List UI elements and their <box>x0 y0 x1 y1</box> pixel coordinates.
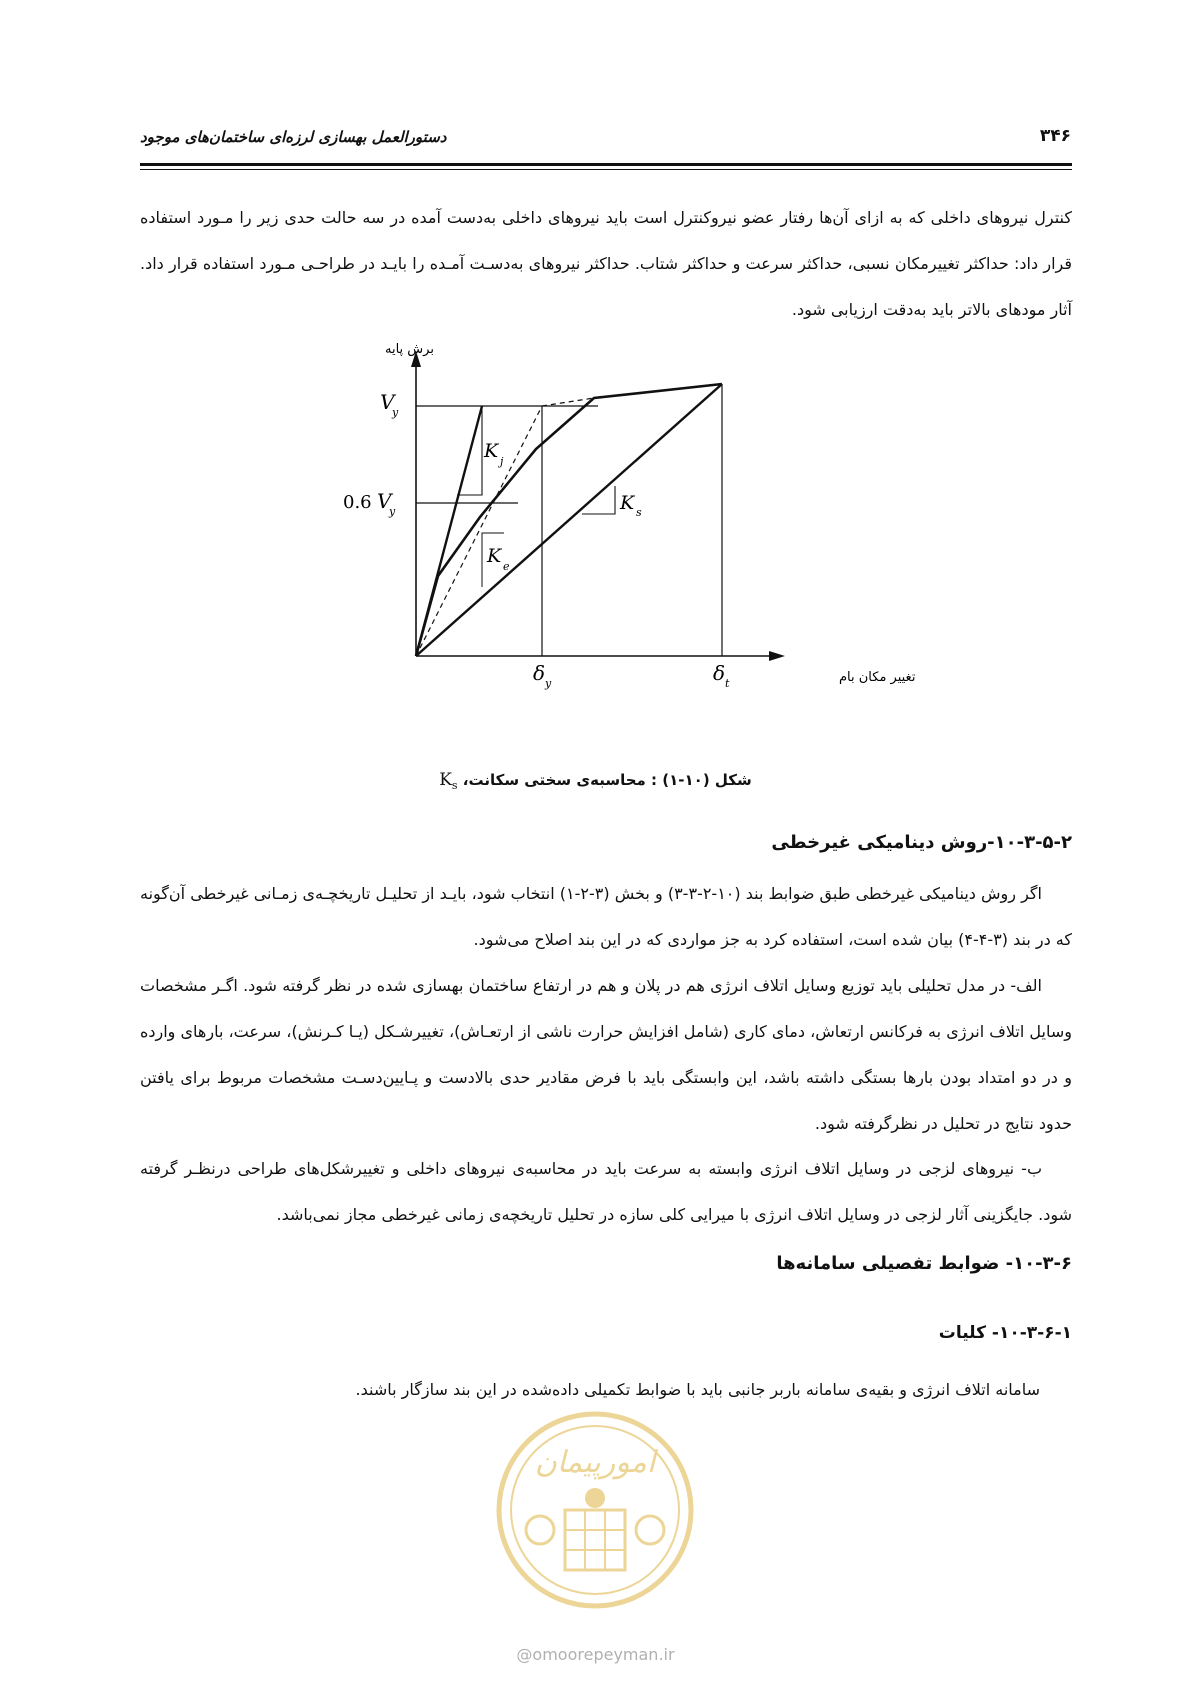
vy-label: V <box>380 390 395 414</box>
section-1-paragraph-1: اگر روش دینامیکی غیرخطی طبق ضوابط بند (۱۰-۲-۳-۳) و بخش (۳-۲-۱) انتخاب شود، بایـد از تحلیـل تاریخچـه‌ی زمـانی غیرخطی آن‌گونه که در بند (۳-۴-۴) بیان شده است، استفاده کرد به جز مواردی که در این بند اصلاح می‌شود. <box>140 884 1072 949</box>
caption-ks-sub: s <box>451 779 458 792</box>
delta-y-subscript: y <box>545 677 552 690</box>
vy-subscript: y <box>392 406 399 419</box>
section-1-paragraph-3: ب- نیروهای لزجی در وسایل اتلاف انرژی وابسته به سرعت باید در محاسبه‌ی نیروهای داخلی و تغییرشکل‌های طراحی درنظـر گرفته شود. جایگزینی آثار لزجی در وسایل اتلاف انرژی با میرایی کلی سازه در تحلیل تاریخچه‌ی زمانی غیرخطی مجاز نمی‌باشد. <box>140 1159 1072 1224</box>
delta-t-subscript: t <box>725 677 730 690</box>
kj-label: K <box>484 440 499 462</box>
watermark-logo <box>495 1410 695 1610</box>
ks-label: K <box>620 492 635 514</box>
watermark-logo-text: امورپیمان <box>534 1445 656 1480</box>
ks-triangle <box>582 486 615 514</box>
vy06-prefix: 0.6 <box>343 492 372 513</box>
x-axis-label: تغییر مکان بام <box>839 670 916 685</box>
page-number: ۳۴۶ <box>1039 126 1071 146</box>
secant-stiffness-figure <box>330 342 916 715</box>
at-icon: @ <box>516 1645 533 1664</box>
header-rule-thin <box>140 169 1072 170</box>
section-1-paragraph-2: الف- در مدل تحلیلی باید توزیع وسایل اتلاف انرژی هم در پلان و هم در ارتفاع ساختمان بهسازی شده در نظر گرفته شود. اگـر مشخصات وسایل اتلاف انرژی به فرکانس ارتعاش، دمای کاری (شامل افزایش حرارت ناشی از ارتعـاش)، تغییرشـکل (یـا کـرنش)، سرعت، بارهای وارده و در دو امتداد بودن بارها بستگی داشته باشد، این وابستگی باید با فرض مقادیر حدی بالادست و پـایین‌دسـت مشخصات مربوط برای یافتن حدود نتایج در تحلیل در نظرگرفته شود. <box>140 976 1072 1133</box>
section-3-paragraph-1: سامانه اتلاف انرژی و بقیه‌ی سامانه باربر جانبی باید با ضوابط تکمیلی داده‌شده در این بند سازگار باشند. <box>355 1380 1040 1399</box>
kj-line <box>416 406 482 656</box>
section-heading-detailed-requirements: ۱۰-۳-۶- ضوابط تفصیلی سامانه‌ها <box>776 1253 1072 1274</box>
vy06-subscript: y <box>389 505 396 518</box>
watermark-url: @omoorepeyman.ir <box>516 1645 675 1664</box>
header-rule-thick <box>140 163 1072 166</box>
kj-subscript: j <box>500 455 504 468</box>
x-axis-arrow <box>769 651 785 661</box>
caption-text: شکل (۱۰-۱) : محاسبه‌ی سختی سکانت، <box>457 771 752 789</box>
running-header-title: دستورالعمل بهسازی لرزه‌ای ساختمان‌های موجود <box>140 128 447 146</box>
vy06-label: V <box>377 489 392 513</box>
ke-subscript: e <box>503 560 510 573</box>
y-axis-label: برش پایه <box>385 342 434 357</box>
figure-caption <box>0 770 1191 792</box>
caption-ks: K <box>439 770 452 790</box>
delta-t-label: δ <box>713 661 726 685</box>
section-heading-general: ۱۰-۳-۶-۱- کلیات <box>938 1323 1072 1343</box>
ks-subscript: s <box>636 506 642 519</box>
ks-line <box>416 384 722 656</box>
section-heading-nonlinear-dynamic: ۱۰-۳-۵-۲-روش دینامیکی غیرخطی <box>771 832 1072 853</box>
ke-dashed-line <box>416 406 542 656</box>
intro-paragraph: کنترل نیروهای داخلی که به ازای آن‌ها رفتار عضو نیروکنترل است باید نیروهای داخلی به‌دست آمده در سه حالت حدی زیر را مـورد استفاده قرار داد: حداکثر تغییرمکان نسبی، حداکثر سرعت و حداکثر شتاب. حداکثر نیروهای به‌دسـت آمـده را بایـد در طراحـی مـورد استفاده قرار داد. آثار مودهای بالاتر باید به‌دقت ارزیابی شود. <box>140 208 1072 319</box>
delta-y-label: δ <box>533 661 546 685</box>
ke-label: K <box>487 545 502 567</box>
